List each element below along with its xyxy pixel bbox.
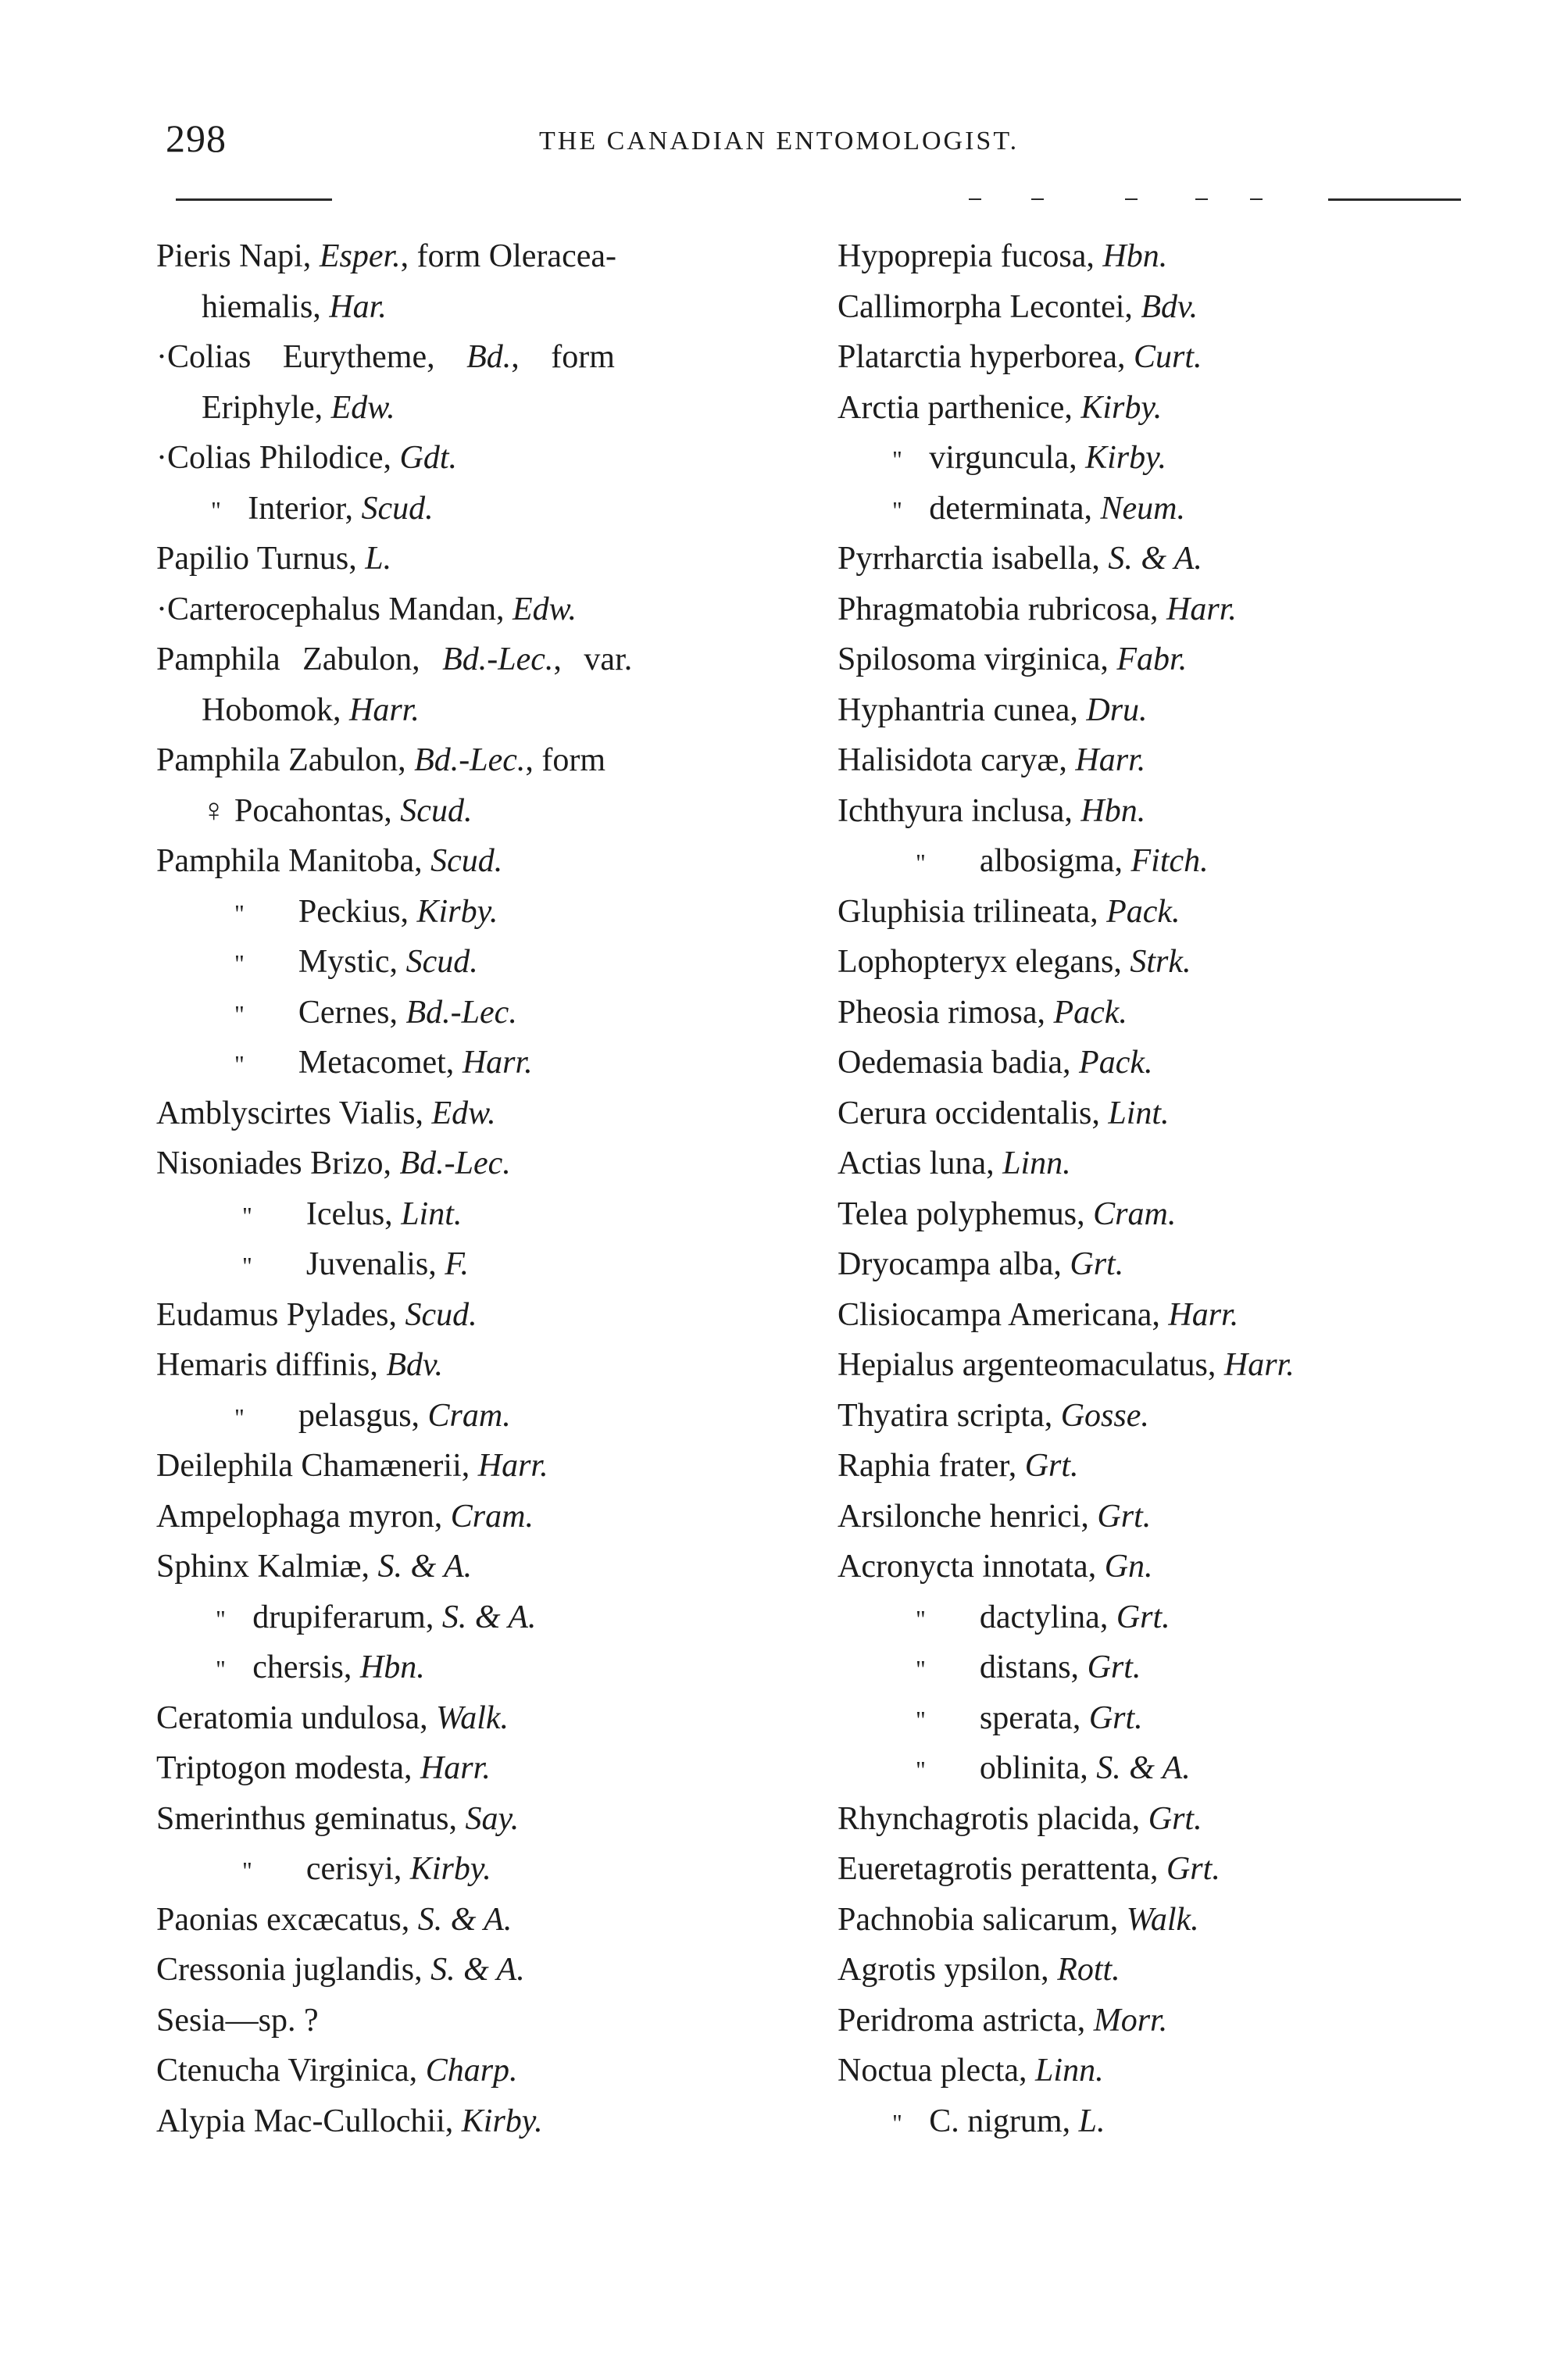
species-author: Rott. <box>1057 1952 1120 1988</box>
species-list-left <box>156 231 813 2146</box>
list-item <box>156 1441 813 1492</box>
list-item <box>838 1693 1525 1744</box>
list-item <box>838 1391 1525 1442</box>
list-item <box>156 887 813 938</box>
species-author: Walk. <box>436 1699 509 1736</box>
list-item <box>156 584 813 635</box>
species-name: Arsilonche henrici, <box>838 1498 1098 1535</box>
species-author: Cram. <box>1093 1195 1177 1232</box>
list-item <box>838 634 1525 685</box>
species-name: Pamphila Manitoba, <box>156 843 431 879</box>
list-item <box>838 2046 1525 2096</box>
species-author: Harr. <box>462 1045 533 1081</box>
species-author: S. & A. <box>430 1952 525 1988</box>
species-name: Icelus, <box>305 1195 402 1232</box>
species-name: ·Carterocephalus Mandan, <box>156 591 513 627</box>
species-author: Scud. <box>405 944 478 980</box>
species-name: Gluphisia trilineata, <box>838 893 1107 930</box>
species-name: Actias luna, <box>838 1145 1003 1181</box>
list-item <box>156 1794 813 1845</box>
species-author: Bd.-Lec. <box>399 1145 511 1181</box>
species-name: Hypoprepia fucosa, <box>838 238 1103 274</box>
species-name: Platarctia hyperborea, <box>838 339 1134 375</box>
species-author: Scud. <box>400 792 473 829</box>
header-rule-dash <box>969 198 981 200</box>
species-name: Hobomok, <box>202 691 349 728</box>
species-name: Oedemasia badia, <box>838 1045 1080 1081</box>
ditto-mark: " <box>242 1857 252 1885</box>
species-author: Grt. <box>1070 1246 1124 1282</box>
species-author: Kirby. <box>409 1851 491 1887</box>
list-item <box>156 1340 813 1391</box>
list-item <box>838 937 1525 988</box>
species-author: Morr. <box>1093 2002 1168 2039</box>
species-name: Cressonia juglandis, <box>156 1952 431 1988</box>
list-item <box>838 332 1525 383</box>
list-item <box>838 1592 1525 1643</box>
list-item <box>156 2046 813 2096</box>
species-author: Bd.-Lec. <box>405 994 517 1031</box>
species-name: Raphia frater, <box>838 1448 1025 1484</box>
ditto-mark: " <box>916 1706 926 1734</box>
species-author: Gosse. <box>1060 1397 1149 1434</box>
species-author: Grt. <box>1116 1599 1170 1635</box>
list-item <box>156 685 813 736</box>
species-author: Neum. <box>1100 490 1185 527</box>
list-item <box>838 1290 1525 1341</box>
species-name: Amblyscirtes Vialis, <box>156 1095 432 1131</box>
species-author: Kirby. <box>1085 440 1166 476</box>
species-author: Charp. <box>425 2053 518 2089</box>
species-name: Peckius, <box>298 893 417 930</box>
list-item <box>838 735 1525 786</box>
species-name: Callimorpha Lecontei, <box>838 288 1141 325</box>
list-item <box>156 1693 813 1744</box>
list-item <box>156 937 813 988</box>
list-item <box>838 1189 1525 1240</box>
header-rule-dash <box>1195 198 1208 200</box>
species-author: Edw. <box>431 1095 496 1131</box>
species-name: ·Colias Eurytheme, <box>156 339 467 375</box>
species-name: Interior, <box>248 490 362 527</box>
species-name: Arctia parthenice, <box>838 389 1081 426</box>
species-name: Eudamus Pylades, <box>156 1296 405 1333</box>
species-author: Harr. <box>420 1750 491 1786</box>
species-name: Pamphila Zabulon, <box>156 742 415 778</box>
species-name: Paonias excæcatus, <box>156 1901 418 1938</box>
header-rule-dash <box>1250 198 1263 200</box>
species-note: , form <box>511 339 615 375</box>
species-name: Peridroma astricta, <box>838 2002 1094 2039</box>
ditto-mark: " <box>892 2109 902 2137</box>
species-name: Pheosia rimosa, <box>838 994 1054 1031</box>
species-author: S. & A. <box>441 1599 537 1635</box>
species-author: Harr. <box>1075 742 1146 778</box>
species-name: albosigma, <box>979 843 1131 879</box>
species-note: , form <box>525 742 606 778</box>
species-author: Edw. <box>513 591 577 627</box>
species-name: ·Colias Philodice, <box>156 440 400 476</box>
list-item <box>838 1441 1525 1492</box>
list-item <box>838 988 1525 1038</box>
species-name: dactylina, <box>979 1599 1116 1635</box>
species-name: pelasgus, <box>298 1397 428 1434</box>
species-name: hiemalis, <box>202 288 330 325</box>
species-author: S. & A. <box>417 1901 513 1938</box>
species-author: Scud. <box>361 490 434 527</box>
species-author: Bdv. <box>1141 288 1198 325</box>
ditto-mark: " <box>242 1202 252 1230</box>
species-name: ♀ Pocahontas, <box>202 792 401 829</box>
list-item <box>838 282 1525 333</box>
list-item <box>156 836 813 887</box>
list-item <box>156 1996 813 2046</box>
species-author: Lint. <box>401 1195 463 1232</box>
species-name: Cernes, <box>298 994 406 1031</box>
species-name: Papilio Turnus, <box>156 541 366 577</box>
list-item <box>156 383 813 434</box>
species-author: Linn. <box>1002 1145 1071 1181</box>
species-note: , var. <box>553 641 633 677</box>
running-head: THE CANADIAN ENTOMOLOGIST. <box>539 127 1020 155</box>
species-name: Eueretagrotis perattenta, <box>838 1851 1166 1887</box>
list-item <box>838 836 1525 887</box>
species-author: Say. <box>465 1800 520 1837</box>
species-name: Telea polyphemus, <box>838 1195 1094 1232</box>
list-item <box>156 1592 813 1643</box>
species-name: Spilosoma virginica, <box>838 641 1117 677</box>
list-item <box>156 1542 813 1592</box>
species-name: C. nigrum, <box>929 2103 1079 2139</box>
ditto-mark: " <box>892 446 902 474</box>
list-item <box>838 1138 1525 1189</box>
list-item <box>156 332 813 383</box>
species-name: distans, <box>979 1649 1088 1685</box>
species-author: Linn. <box>1035 2053 1104 2089</box>
list-item <box>838 1492 1525 1542</box>
species-author: Harr. <box>349 691 420 728</box>
species-author: Esper. <box>319 238 401 274</box>
species-author: S. & A. <box>1096 1750 1191 1786</box>
species-author: Grt. <box>1087 1649 1141 1685</box>
species-name: Eriphyle, <box>202 389 331 426</box>
list-item <box>838 1239 1525 1290</box>
list-item <box>156 1391 813 1442</box>
list-item <box>156 1138 813 1189</box>
list-item <box>838 2096 1525 2147</box>
species-author: Kirby. <box>416 893 498 930</box>
species-author: Fitch. <box>1130 843 1209 879</box>
species-author: Cram. <box>450 1498 534 1535</box>
species-name: virguncula, <box>929 440 1086 476</box>
list-item <box>838 1996 1525 2046</box>
species-author: Har. <box>329 288 387 325</box>
list-item <box>156 1743 813 1794</box>
species-name: Alypia Mac-Cullochii, <box>156 2103 462 2139</box>
list-item <box>838 1088 1525 1139</box>
ditto-mark: " <box>916 1605 926 1633</box>
list-item <box>156 282 813 333</box>
species-author: Gdt. <box>399 440 457 476</box>
species-name: Rhynchagrotis placida, <box>838 1800 1148 1837</box>
species-author: Grt. <box>1024 1448 1079 1484</box>
species-author: Walk. <box>1126 1901 1199 1938</box>
ditto-mark: " <box>916 849 926 877</box>
species-author: Harr. <box>1168 1296 1239 1333</box>
species-name: Pachnobia salicarum, <box>838 1901 1127 1938</box>
list-item <box>838 1844 1525 1895</box>
species-author: Grt. <box>1166 1851 1220 1887</box>
ditto-mark: " <box>216 1605 226 1633</box>
page-number: 298 <box>166 116 227 160</box>
species-author: Bd.-Lec. <box>442 641 554 677</box>
species-name: Sesia—sp. ? <box>156 2002 319 2039</box>
species-name: determinata, <box>929 490 1101 527</box>
list-item <box>156 231 813 282</box>
list-item <box>156 534 813 584</box>
list-item <box>838 1895 1525 1946</box>
species-author: S. & A. <box>377 1549 473 1585</box>
list-item <box>156 1492 813 1542</box>
species-author: Pack. <box>1106 893 1180 930</box>
species-name: Ctenucha Virginica, <box>156 2053 426 2089</box>
list-item <box>156 735 813 786</box>
species-author: Scud. <box>405 1296 477 1333</box>
species-author: Scud. <box>430 843 503 879</box>
species-name: Juvenalis, <box>305 1246 445 1282</box>
list-item <box>838 1945 1525 1996</box>
list-item <box>838 1038 1525 1088</box>
species-name: Smerinthus geminatus, <box>156 1800 466 1837</box>
species-author: L. <box>365 541 392 577</box>
list-item <box>156 1945 813 1996</box>
species-name: Sphinx Kalmiæ, <box>156 1549 378 1585</box>
ditto-mark: " <box>234 1051 245 1078</box>
species-author: Hbn. <box>359 1649 425 1685</box>
species-name: Dryocampa alba, <box>838 1246 1070 1282</box>
ditto-mark: " <box>234 899 245 927</box>
species-name: Pieris Napi, <box>156 238 320 274</box>
list-item <box>156 1290 813 1341</box>
list-item <box>156 1088 813 1139</box>
species-name: Acronycta innotata, <box>838 1549 1105 1585</box>
list-item <box>156 484 813 534</box>
species-author: Curt. <box>1133 339 1202 375</box>
species-name: Thyatira scripta, <box>838 1397 1061 1434</box>
list-item <box>156 1895 813 1946</box>
species-author: Cram. <box>427 1397 511 1434</box>
ditto-mark: " <box>242 1253 252 1280</box>
species-author: Harr. <box>1223 1347 1295 1383</box>
list-item <box>156 786 813 837</box>
ditto-mark: " <box>216 1656 226 1683</box>
species-name: Mystic, <box>298 944 406 980</box>
species-name: Phragmatobia rubricosa, <box>838 591 1167 627</box>
species-author: Grt. <box>1097 1498 1152 1535</box>
list-item <box>838 786 1525 837</box>
list-item <box>838 685 1525 736</box>
list-item <box>838 231 1525 282</box>
species-name: Halisidota caryæ, <box>838 742 1076 778</box>
species-author: Gn. <box>1104 1549 1153 1585</box>
list-item <box>156 1239 813 1290</box>
ditto-mark: " <box>916 1756 926 1784</box>
list-item <box>838 383 1525 434</box>
list-item <box>838 1743 1525 1794</box>
header-rule-left <box>176 198 332 201</box>
list-item <box>156 1189 813 1240</box>
header-rule-dash <box>1031 198 1044 200</box>
ditto-mark: " <box>892 496 902 524</box>
ditto-mark: " <box>211 496 221 524</box>
species-author: Pack. <box>1053 994 1127 1031</box>
ditto-mark: " <box>916 1656 926 1683</box>
species-author: Edw. <box>330 389 395 426</box>
species-list-right <box>838 231 1525 2146</box>
list-item <box>156 433 813 484</box>
ditto-mark: " <box>234 1000 245 1028</box>
species-author: Strk. <box>1130 944 1191 980</box>
species-name: Deilephila Chamænerii, <box>156 1448 478 1484</box>
species-author: Dru. <box>1086 691 1148 728</box>
species-author: Lint. <box>1108 1095 1170 1131</box>
list-item <box>838 484 1525 534</box>
species-name: cerisyi, <box>305 1851 410 1887</box>
species-name: Clisiocampa Americana, <box>838 1296 1169 1333</box>
species-author: Kirby. <box>1080 389 1163 426</box>
species-name: chersis, <box>252 1649 360 1685</box>
list-item <box>156 1844 813 1895</box>
species-author: Grt. <box>1148 1800 1202 1837</box>
species-author: Kirby. <box>461 2103 543 2139</box>
species-name: Ichthyura inclusa, <box>838 792 1081 829</box>
species-name: Noctua plecta, <box>838 2053 1036 2089</box>
species-name: Nisoniades Brizo, <box>156 1145 400 1181</box>
species-name: Lophopteryx elegans, <box>838 944 1130 980</box>
ditto-mark: " <box>234 1403 245 1431</box>
header-rule-right <box>1328 198 1461 201</box>
species-name: Ampelophaga myron, <box>156 1498 451 1535</box>
list-item <box>156 2096 813 2147</box>
species-author: Hbn. <box>1080 792 1146 829</box>
species-name: Agrotis ypsilon, <box>838 1952 1058 1988</box>
species-author: F. <box>445 1246 469 1282</box>
species-author: Harr. <box>1166 591 1237 627</box>
species-author: Grt. <box>1088 1699 1143 1736</box>
species-author: Bd. <box>466 339 512 375</box>
species-name: Metacomet, <box>298 1045 463 1081</box>
list-item <box>838 534 1525 584</box>
species-name: Ceratomia undulosa, <box>156 1699 437 1736</box>
species-name: Hemaris diffinis, <box>156 1347 387 1383</box>
list-item <box>156 1038 813 1088</box>
species-author: Pack. <box>1079 1045 1153 1081</box>
species-author: Fabr. <box>1116 641 1188 677</box>
list-item <box>838 1340 1525 1391</box>
list-item <box>838 1642 1525 1693</box>
species-name: drupiferarum, <box>252 1599 442 1635</box>
list-item <box>156 1642 813 1693</box>
list-item <box>156 988 813 1038</box>
species-author: Harr. <box>477 1448 548 1484</box>
species-name: Pamphila Zabulon, <box>156 641 443 677</box>
species-author: Bd.-Lec. <box>414 742 526 778</box>
species-name: Hyphantria cunea, <box>838 691 1087 728</box>
list-item <box>838 584 1525 635</box>
ditto-mark: " <box>234 950 245 977</box>
list-item <box>838 1542 1525 1592</box>
list-item <box>838 433 1525 484</box>
header-rule-dash <box>1125 198 1138 200</box>
list-item <box>838 887 1525 938</box>
species-name: Cerura occidentalis, <box>838 1095 1109 1131</box>
species-name: Pyrrharctia isabella, <box>838 541 1109 577</box>
list-item <box>838 1794 1525 1845</box>
species-name: Hepialus argenteomaculatus, <box>838 1347 1224 1383</box>
list-item <box>156 634 813 685</box>
species-author: Bdv. <box>386 1347 444 1383</box>
species-note: , form Oleracea- <box>400 238 616 274</box>
species-name: Triptogon modesta, <box>156 1750 420 1786</box>
species-author: S. & A. <box>1108 541 1202 577</box>
species-name: oblinita, <box>979 1750 1097 1786</box>
species-author: L. <box>1078 2103 1105 2139</box>
species-author: Hbn. <box>1102 238 1168 274</box>
species-name: sperata, <box>979 1699 1089 1736</box>
